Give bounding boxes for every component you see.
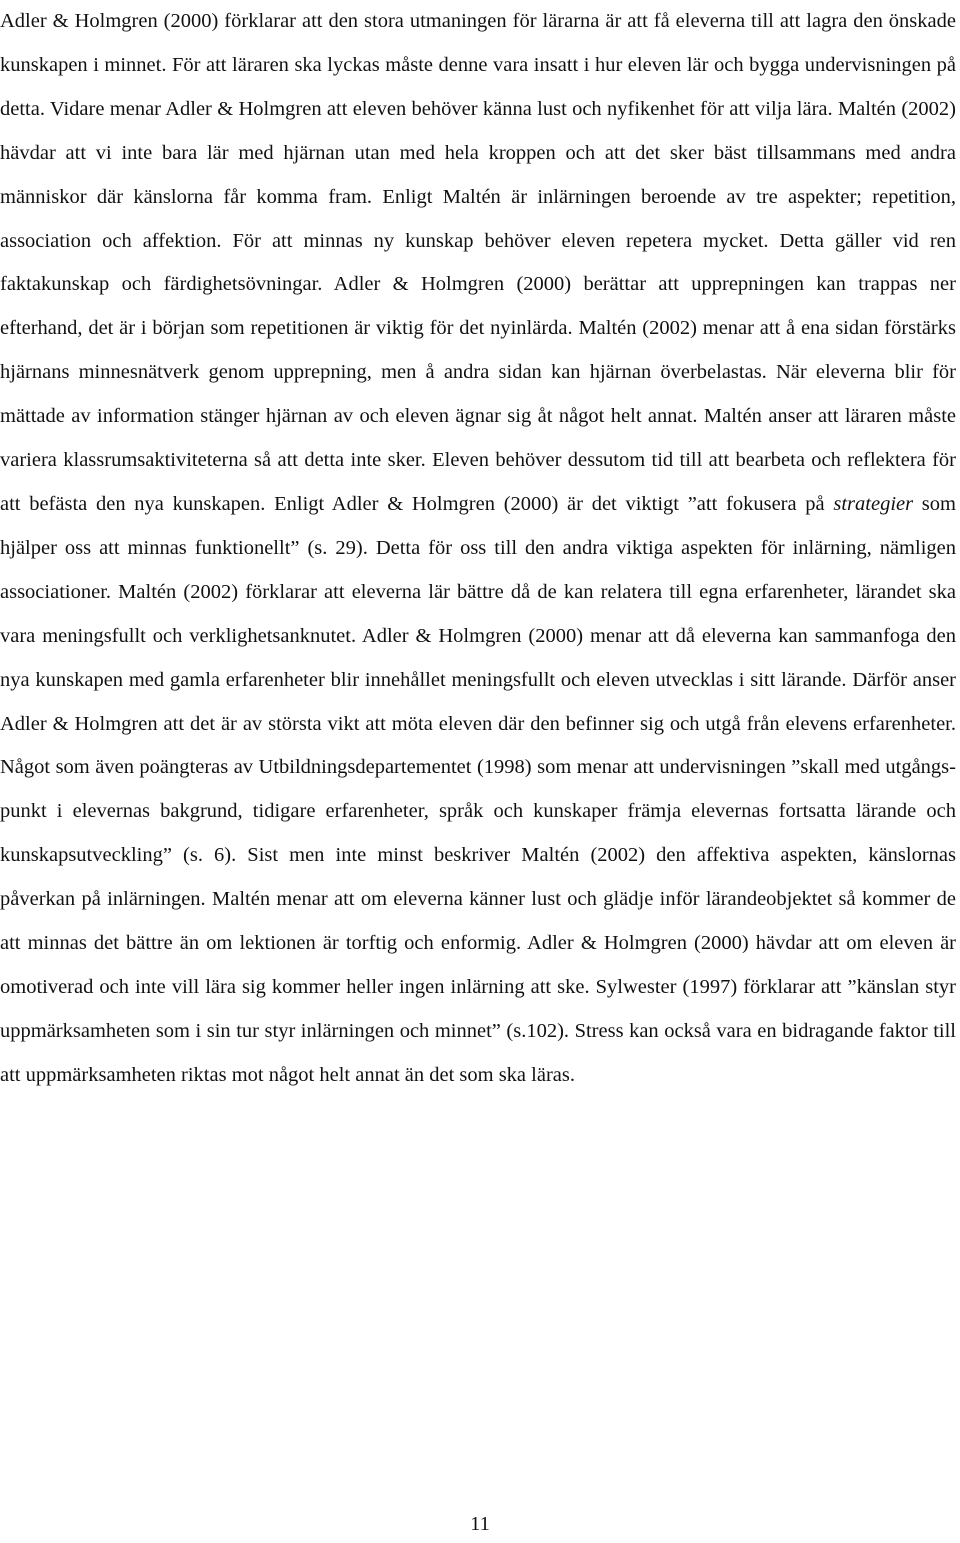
page-number: 11: [470, 1513, 490, 1535]
paragraph-emphasis: strategier: [833, 492, 914, 515]
paragraph-text-part-1: Adler & Holmgren (2000) förklarar att den stora utmaningen för lärarna är att få eleverna till att lagra den önskade kunskapen i minnet. För att läraren ska lyckas måste denne vara insatt i hur eleven lär och bygga undervisningen på detta. Vidare menar Adler & Holmgren att eleven behöver känna lust och nyfikenhet för att vilja lära. Maltén (2002) hävdar att vi inte bara lär med hjärnan utan med hela kroppen och att det sker bäst tillsammans med andra människor där känslorna får komma fram. Enligt Maltén är inlärningen beroende av tre aspekter; repetition, association och affektion. För att minnas ny kunskap behöver eleven repetera mycket. Detta gäller vid ren faktakunskap och färdighetsövningar. Adler & Holmgren (2000) berättar att upprepningen kan trappas ner efterhand, det är i början som repetitionen är viktig för det nyinlärda. Maltén (2002) menar att å ena sidan förstärks hjärnans minnesnätverk genom upprepning, men å andra sidan kan hjärnan överbelastas. När eleverna blir för mättade av information stänger hjärnan av och eleven ägnar sig åt något helt annat. Maltén anser att läraren måste variera klassrumsaktiviteterna så att detta inte sker. Eleven behöver dessutom tid till att bearbeta och reflektera för att befästa den nya kunskapen. Enligt Adler & Holmgren (2000) är det viktigt ”att fokusera på: [0, 10, 956, 515]
paragraph-text-part-2: som hjälper oss att minnas funktionellt” (s. 29). Detta för oss till den andra viktiga aspekten för inlärning, nämligen associationer. Maltén (2002) förklarar att eleverna lär bättre då de kan relatera till egna erfarenheter, lärandet ska vara meningsfullt och verklighetsanknutet. Adler & Holmgren (2000) menar att då eleverna kan sammanfoga den nya kunskapen med gamla erfarenheter blir innehållet meningsfullt och eleven utvecklas i sitt lärande. Därför anser Adler & Holmgren att det är av största vikt att möta eleven där den befinner sig och utgå från elevens erfarenheter. Något som även poängteras av Utbildningsdepartementet (1998) som menar att undervisningen ”skall med utgångspunkt i elevernas bakgrund, tidigare erfarenheter, språk och kunskaper främja elevernas fortsatta lärande och kunskapsutveckling” (s. 6). Sist men inte minst beskriver Maltén (2002) den affektiva aspekten, känslornas påverkan på inlärningen. Maltén menar att om eleverna känner lust och glädje inför lärandeobjektet så kommer de att minnas det bättre än om lektionen är torftig och enformig. Adler & Holmgren (2000) hävdar att om eleven är omotiverad och inte vill lära sig kommer heller ingen inlärning att ske. Sylwester (1997) förklarar att ”känslan styr uppmärksamheten som i sin tur styr inlärningen och minnet” (s.102). Stress kan också vara en bidragande faktor till att uppmärksamheten riktas mot något helt annat än det som ska läras.: [0, 492, 956, 1086]
